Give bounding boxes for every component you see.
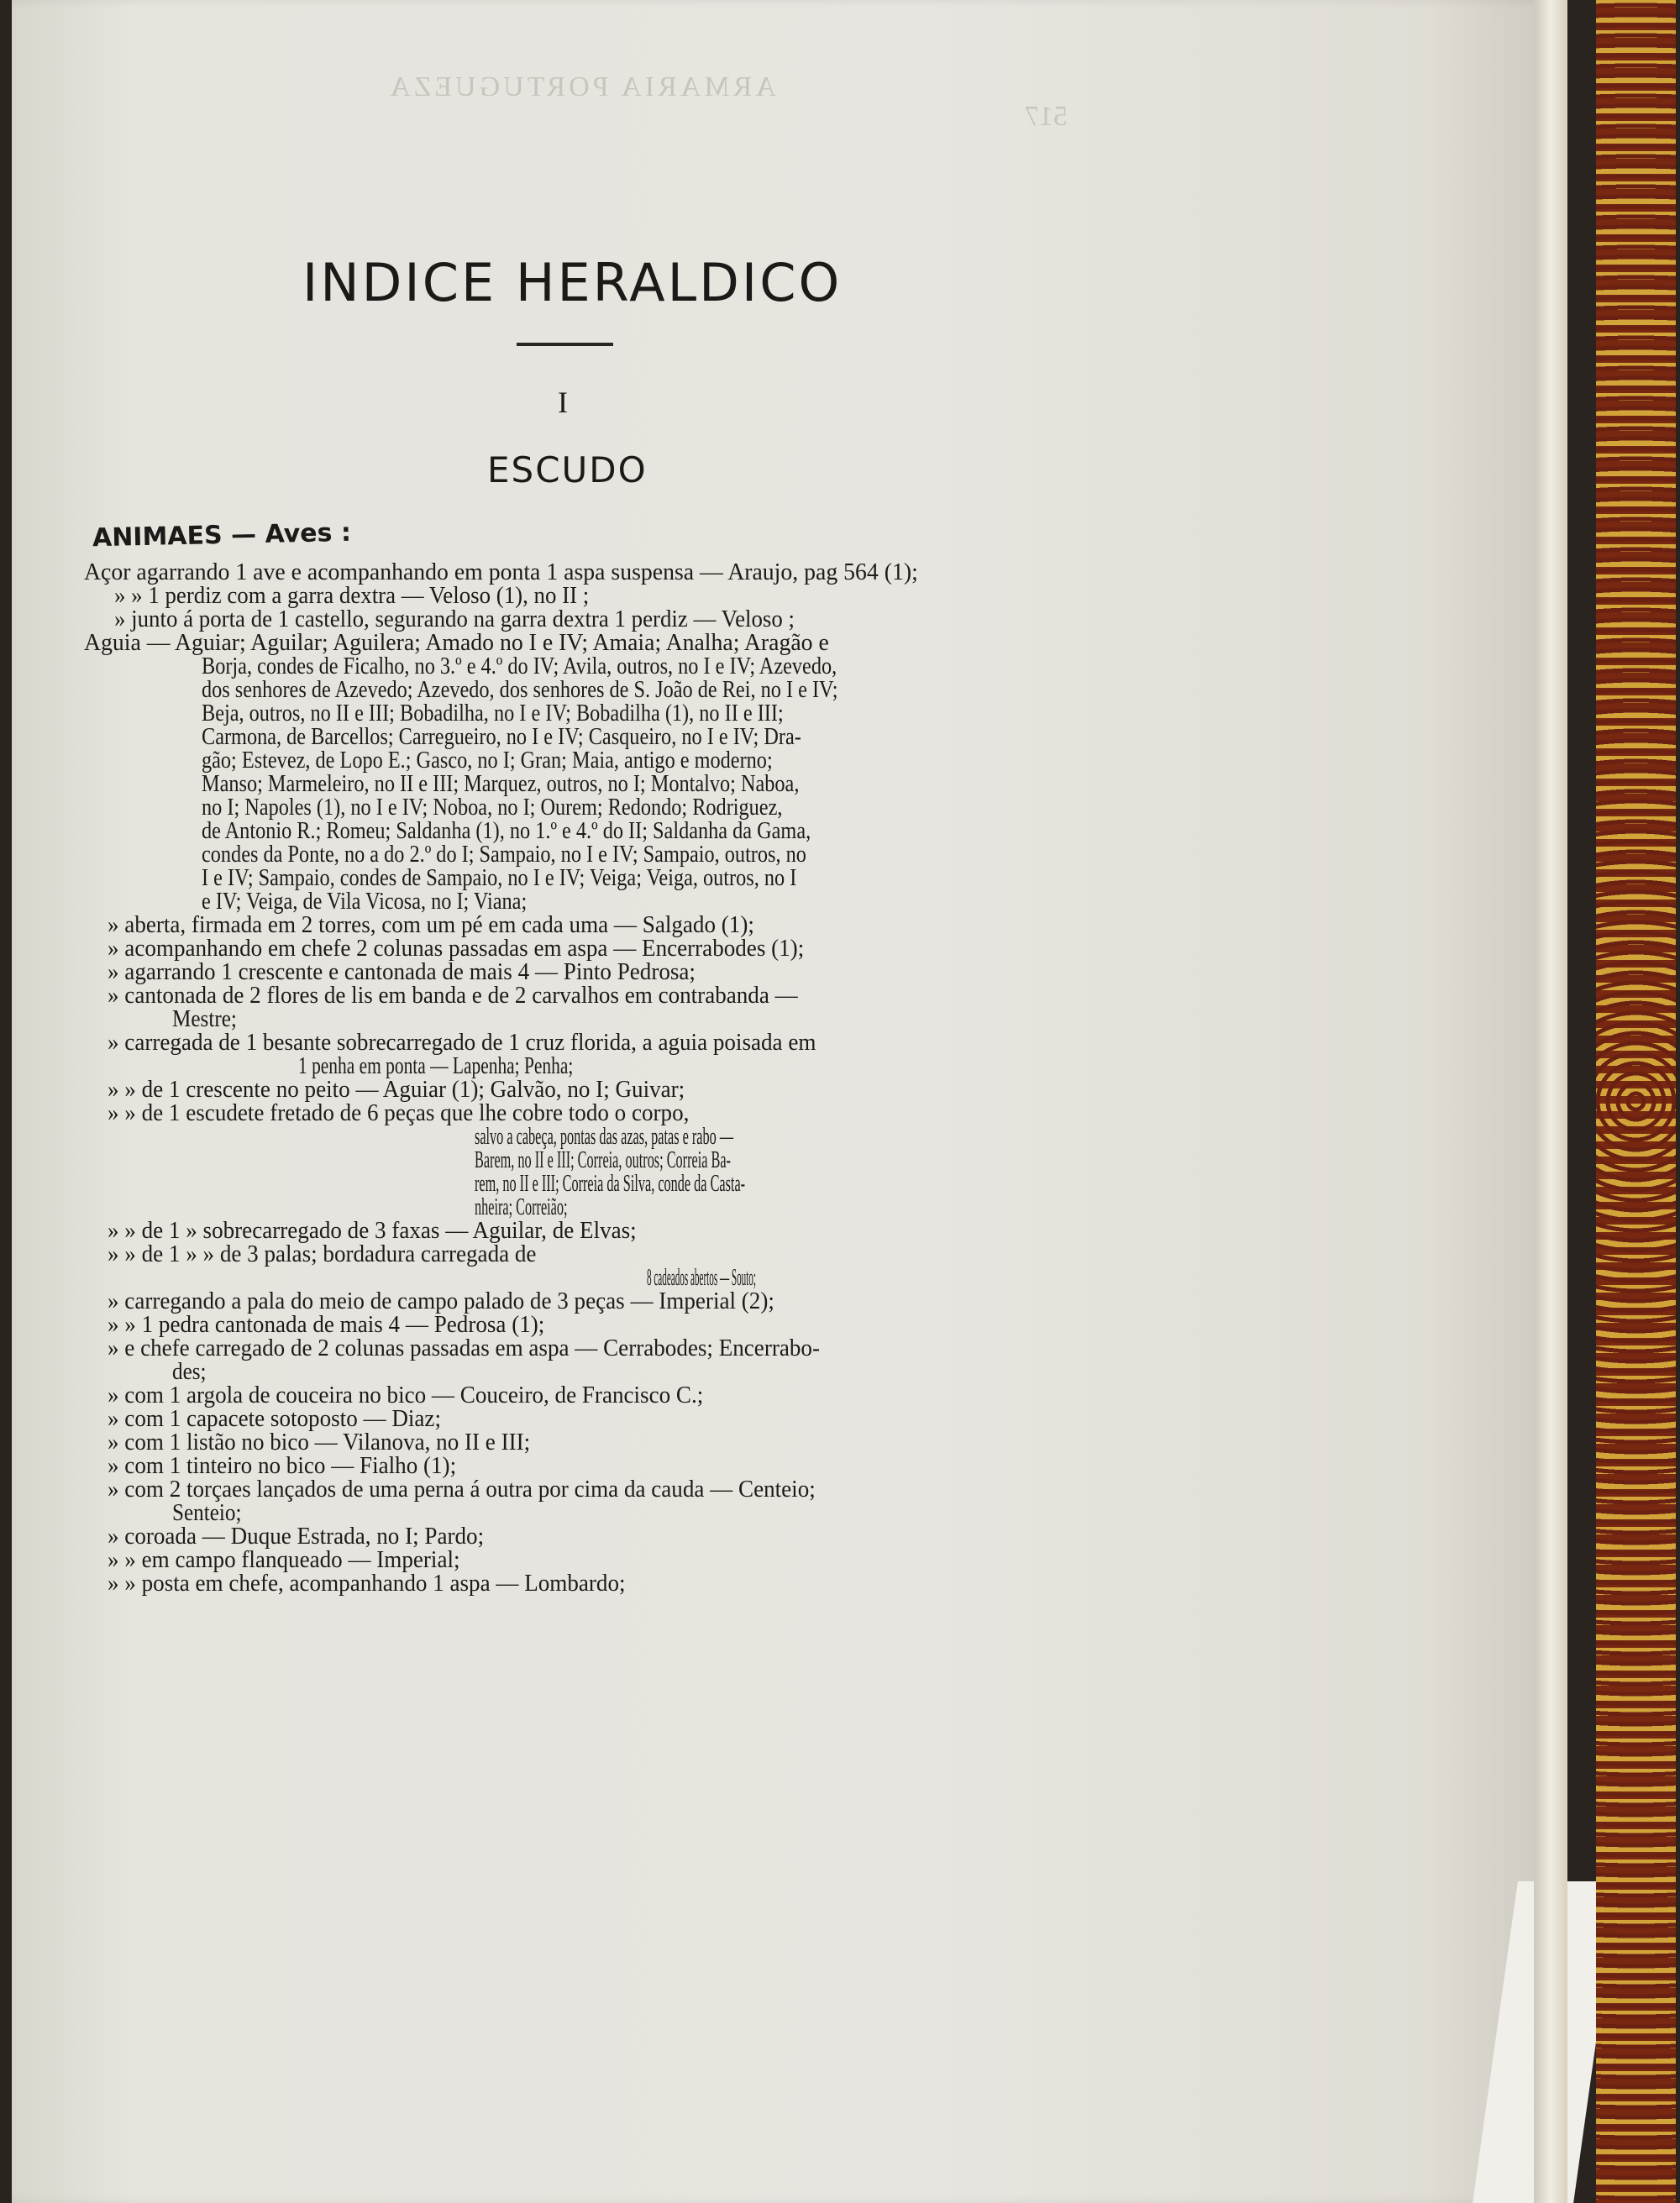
page-title: INDICE HERALDICO bbox=[302, 252, 843, 313]
category-heading: ANIMAES — Aves : bbox=[92, 517, 352, 553]
entry-line: » carregando a pala do meio de campo palado de 3 peças — Imperial (2); bbox=[108, 1288, 774, 1314]
entry-line: » » em campo flanqueado — Imperial; bbox=[108, 1547, 460, 1573]
entry-line: » com 1 tinteiro no bico — Fialho (1); bbox=[108, 1453, 457, 1479]
entry-line: » coroada — Duque Estrada, no I; Pardo; bbox=[108, 1524, 485, 1550]
entry-line: » » de 1 » sobrecarregado de 3 faxas — Aguilar, de Elvas; bbox=[108, 1218, 637, 1244]
entry-line: salvo a cabeça, pontas das azas, patas e rabo — bbox=[475, 1124, 734, 1150]
show-through-running-head: ARMARIA PORTUGUEZA bbox=[386, 71, 776, 102]
title-divider bbox=[517, 343, 613, 346]
entry-line: Borja, condes de Ficalho, no 3.º e 4.º do IV; Avila, outros, no I e IV; Azevedo, bbox=[202, 653, 837, 679]
entry-line: » » 1 pedra cantonada de mais 4 — Pedrosa (1); bbox=[108, 1312, 545, 1338]
entry-line: Aguia — Aguiar; Aguilar; Aguilera; Amado no I e IV; Amaia; Analha; Aragão e bbox=[84, 630, 829, 656]
entry-line: I e IV; Sampaio, condes de Sampaio, no I e IV; Veiga; Veiga, outros, no I bbox=[202, 865, 797, 891]
entry-line: Beja, outros, no II e III; Bobadilha, no I e IV; Bobadilha (1), no II e III; bbox=[202, 700, 784, 726]
entry-line: nheira; Correião; bbox=[475, 1194, 568, 1220]
entry-line: » » de 1 » » de 3 palas; bordadura carregada de bbox=[108, 1241, 537, 1267]
entry-line: rem, no II e III; Correia da Silva, conde da Casta- bbox=[475, 1171, 746, 1197]
entry-line: Açor agarrando 1 ave e acompanhando em ponta 1 aspa suspensa — Araujo, pag 564 (1); bbox=[84, 559, 918, 585]
entry-line: Mestre; bbox=[172, 1006, 237, 1032]
entry-line: » » 1 perdiz com a garra dextra — Veloso (1), no II ; bbox=[114, 583, 590, 609]
entry-line: 1 penha em ponta — Lapenha; Penha; bbox=[298, 1053, 574, 1079]
index-entries bbox=[84, 561, 1050, 1596]
entry-line: » acompanhando em chefe 2 colunas passadas em aspa — Encerrabodes (1); bbox=[108, 936, 805, 962]
entry-line: » com 1 listão no bico — Vilanova, no II e III; bbox=[108, 1429, 531, 1456]
section-title: ESCUDO bbox=[487, 449, 648, 490]
entry-line: » cantonada de 2 flores de lis em banda e de 2 carvalhos em contrabanda — bbox=[108, 983, 798, 1009]
entry-line: » » posta em chefe, acompanhando 1 aspa — Lombardo; bbox=[108, 1571, 626, 1597]
gilt-binding-ornament bbox=[1596, 0, 1676, 2203]
entry-line: » junto á porta de 1 castello, segurando na garra dextra 1 perdiz — Veloso ; bbox=[114, 606, 795, 632]
entry-line: Carmona, de Barcellos; Carregueiro, no I e IV; Casqueiro, no I e IV; Dra- bbox=[202, 724, 801, 750]
entry-line: » carregada de 1 besante sobrecarregado de 1 cruz florida, a aguia poisada em bbox=[108, 1030, 816, 1056]
page-edge bbox=[1534, 0, 1567, 2203]
entry-line: gão; Estevez, de Lopo E.; Gasco, no I; Gran; Maia, antigo e moderno; bbox=[202, 747, 773, 774]
entry-line: » com 1 argola de couceira no bico — Couceiro, de Francisco C.; bbox=[108, 1382, 704, 1408]
entry-line: Senteio; bbox=[172, 1500, 242, 1526]
entry-line: » e chefe carregado de 2 colunas passadas em aspa — Cerrabodes; Encerrabo- bbox=[108, 1335, 820, 1361]
entry-line: condes da Ponte, no a do 2.º do I; Sampaio, no I e IV; Sampaio, outros, no bbox=[202, 842, 806, 868]
entry-line: » agarrando 1 crescente e cantonada de mais 4 — Pinto Pedrosa; bbox=[108, 959, 696, 985]
entry-line: e IV; Veiga, de Vila Vicosa, no I; Viana; bbox=[202, 889, 528, 915]
show-through-page-number: 517 bbox=[1025, 101, 1068, 132]
entry-line: des; bbox=[172, 1359, 207, 1385]
entry-line: no I; Napoles (1), no I e IV; Noboa, no I; Ourem; Redondo; Rodriguez, bbox=[202, 795, 783, 821]
entry-line: » com 1 capacete sotoposto — Diaz; bbox=[108, 1406, 441, 1432]
entry-line: » » de 1 crescente no peito — Aguiar (1); Galvão, no I; Guivar; bbox=[108, 1077, 685, 1103]
entry-line: dos senhores de Azevedo; Azevedo, dos senhores de S. João de Rei, no I e IV; bbox=[202, 677, 838, 703]
entry-line: » » de 1 escudete fretado de 6 peças que lhe cobre todo o corpo, bbox=[108, 1100, 690, 1126]
entry-line: de Antonio R.; Romeu; Saldanha (1), no 1.º e 4.º do II; Saldanha da Gama, bbox=[202, 818, 811, 844]
entry-line: » aberta, firmada em 2 torres, com um pé em cada uma — Salgado (1); bbox=[108, 912, 754, 938]
entry-line: » com 2 torçaes lançados de uma perna á outra por cima da cauda — Centeio; bbox=[108, 1477, 816, 1503]
part-number: I bbox=[558, 386, 568, 419]
entry-line: 8 cadeados abertos — Souto; bbox=[647, 1265, 756, 1291]
entry-line: Manso; Marmeleiro, no II e III; Marquez, outros, no I; Montalvo; Naboa, bbox=[202, 771, 800, 797]
entry-line: Barem, no II e III; Correia, outros; Correia Ba- bbox=[475, 1147, 731, 1173]
